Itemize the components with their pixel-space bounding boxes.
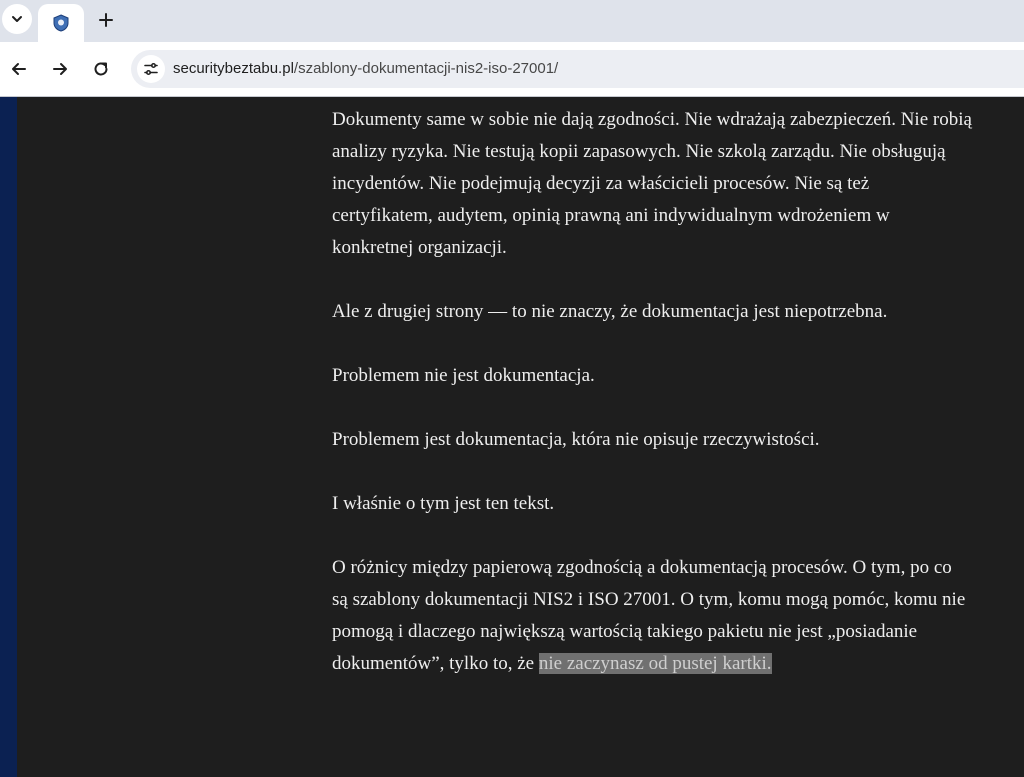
reload-icon (92, 60, 110, 78)
url-text[interactable] (173, 60, 558, 77)
back-button[interactable] (5, 55, 33, 83)
article-paragraph-1: Dokumenty same w sobie nie dają zgodności. Nie wdrażają zabezpieczeń. Nie robią analizy ryzyka. Nie testują kopii zapasowych. Nie szkolą zarządu. Nie obsługują incydentów. Nie podejmują decyzji za właścicieli procesów. Nie są też certyfikatem, audytem, opinią prawną ani indywidualnym wdrożeniem w konkretnej organizacji. (332, 109, 972, 258)
article-paragraph-2: Ale z drugiej strony — to nie znaczy, że dokumentacja jest niepotrzebna. (332, 301, 888, 322)
article-body (332, 104, 972, 712)
tune-icon (143, 61, 159, 77)
forward-button[interactable] (46, 55, 74, 83)
site-info-button[interactable] (137, 55, 165, 83)
reload-button[interactable] (87, 55, 115, 83)
arrow-right-icon (51, 60, 69, 78)
left-sidebar-strip (0, 97, 17, 777)
shield-icon (52, 14, 70, 32)
article-paragraph-5: I właśnie o tym jest ten tekst. (332, 493, 555, 514)
url-path: /szablony-dokumentacji-nis2-iso-27001/ (293, 60, 559, 77)
article-paragraph-6-text: O różnicy między papierową zgodnością a dokumentacją procesów. O tym, po co są szablony dokumentacji NIS2 i ISO 27001. O tym, komu mogą pomóc, komu nie pomogą i dlaczego największą wartością takiego pakietu nie jest „posiadanie dokumentów”, tylko to, że (332, 557, 966, 674)
selected-text-highlight: nie zaczynasz od pustej kartki. (538, 653, 772, 674)
article-paragraph-6 (332, 552, 972, 680)
active-tab[interactable] (38, 4, 84, 42)
new-tab-button[interactable] (92, 6, 120, 34)
chevron-down-icon (10, 12, 24, 26)
article-paragraph-4: Problemem jest dokumentacja, która nie opisuje rzeczywistości. (332, 429, 820, 450)
address-bar[interactable] (131, 50, 1024, 88)
tab-search-button[interactable] (2, 4, 32, 34)
plus-icon (99, 13, 113, 27)
article-paragraph-3: Problemem nie jest dokumentacja. (332, 365, 595, 386)
arrow-left-icon (10, 60, 28, 78)
url-host: securitybeztabu.pl (173, 60, 294, 77)
browser-toolbar (0, 42, 1024, 97)
tab-strip (0, 0, 1024, 42)
